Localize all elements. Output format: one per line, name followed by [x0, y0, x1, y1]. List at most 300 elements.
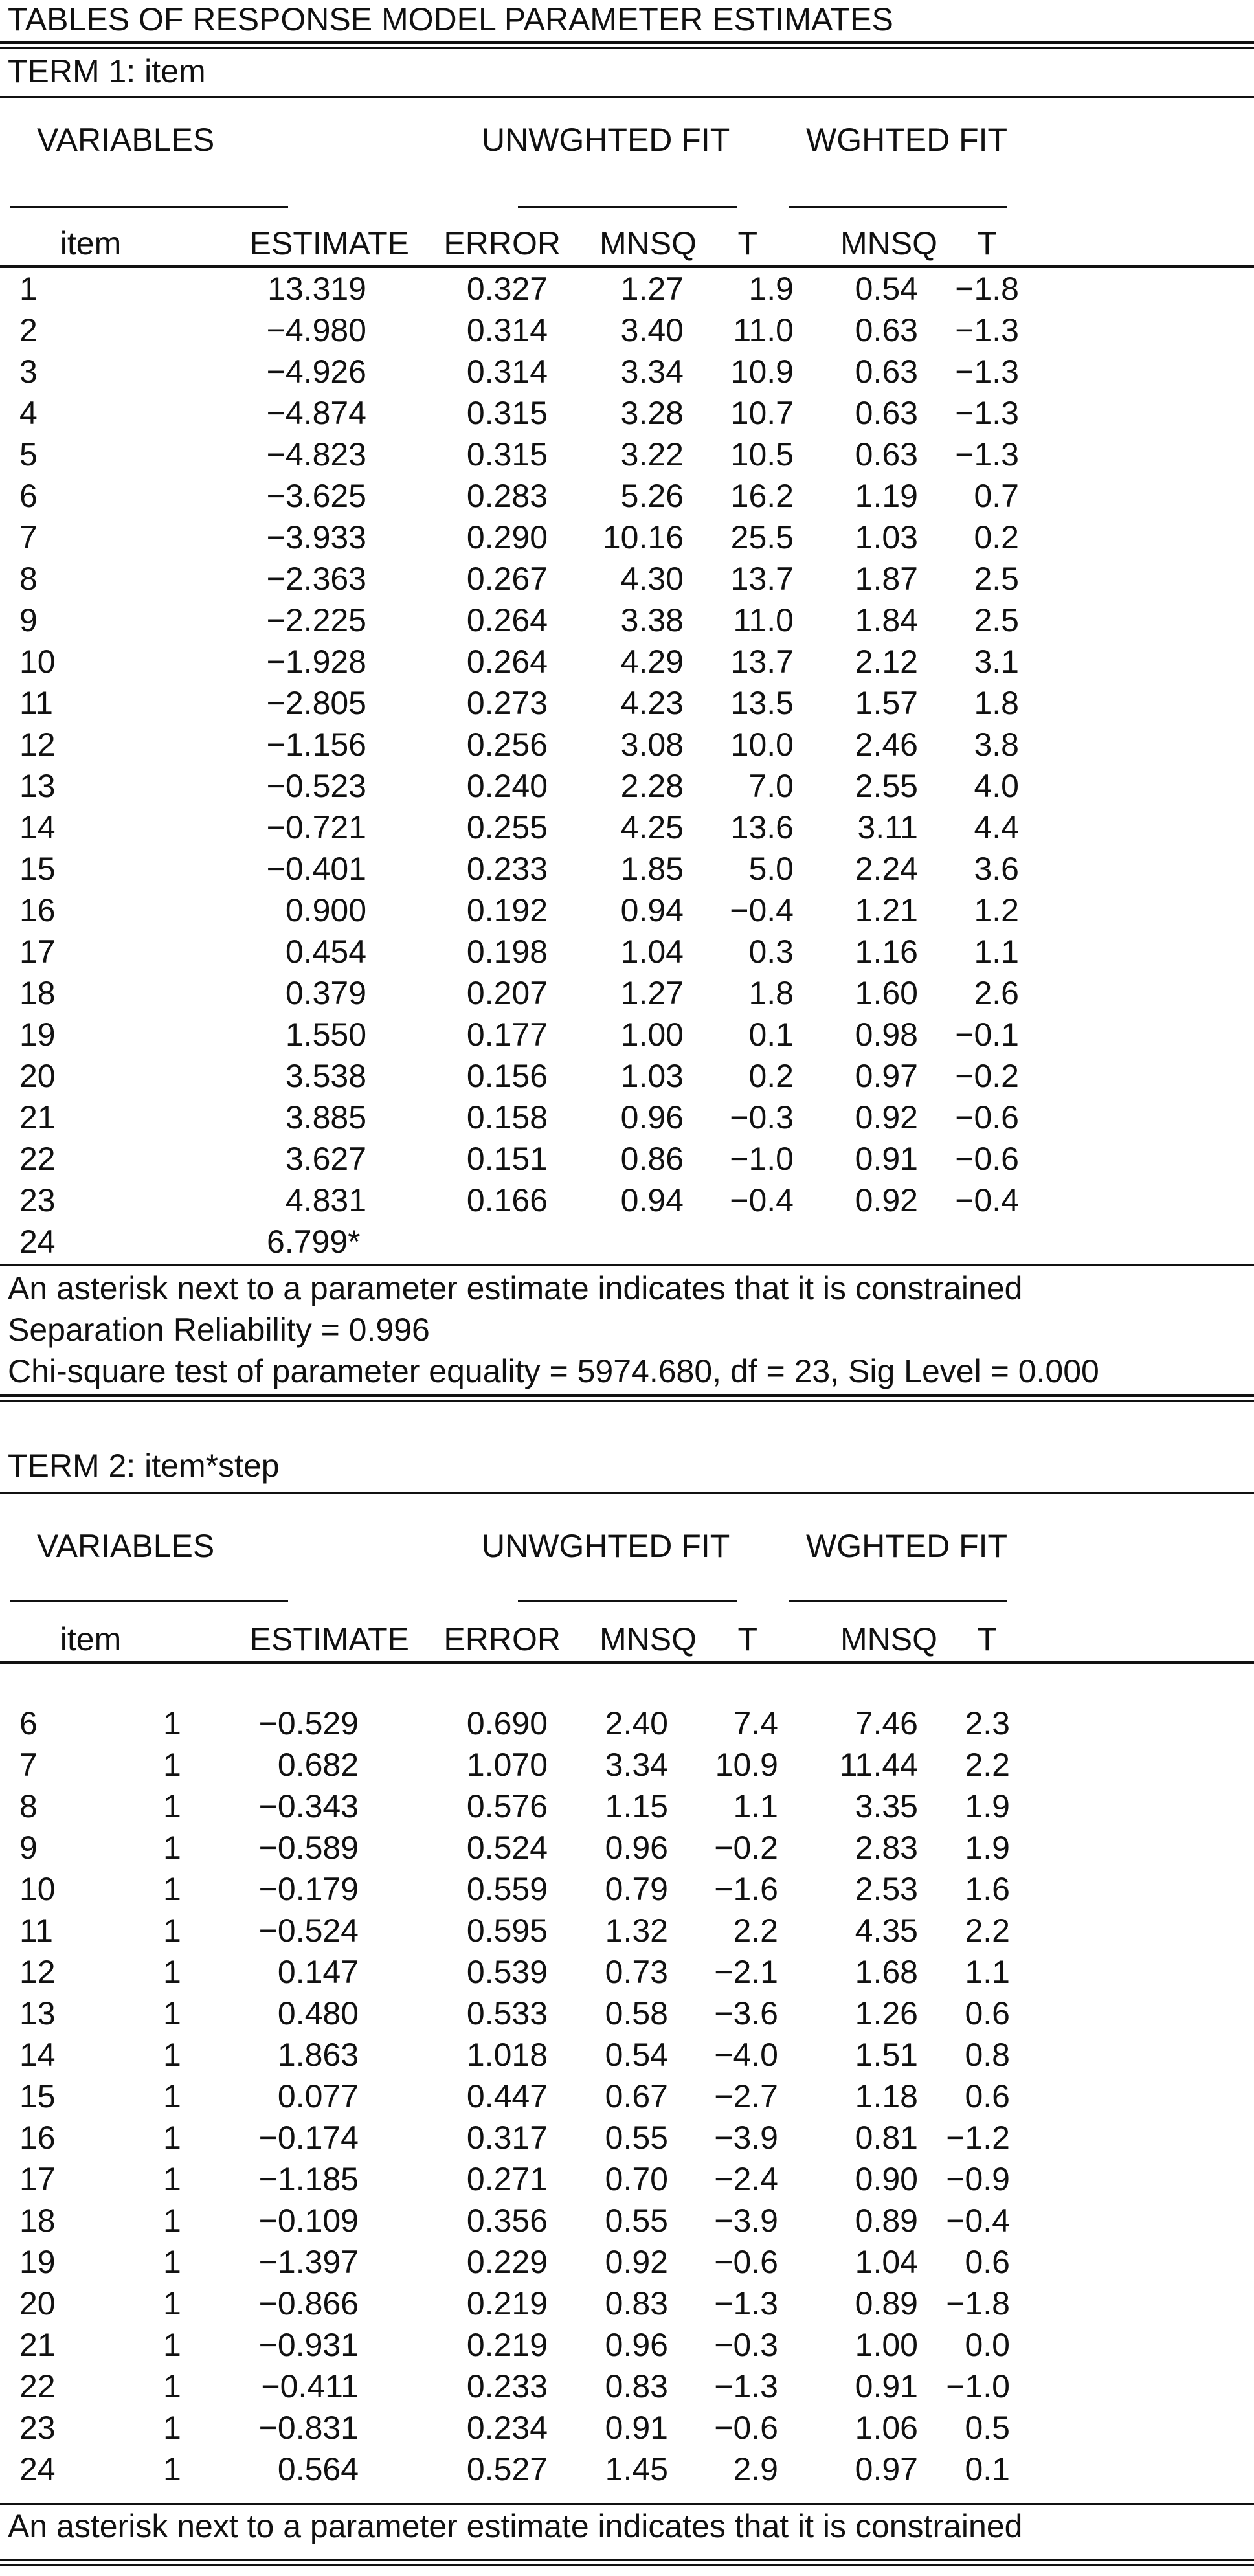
- unweighted-t: −3.9: [714, 2202, 778, 2239]
- estimate: −0.343: [258, 1788, 359, 1824]
- error: 0.447: [466, 2078, 548, 2114]
- item-id: 1: [19, 271, 38, 307]
- weighted-t: −1.3: [955, 436, 1019, 473]
- unweighted-mnsq: 4.30: [620, 561, 684, 597]
- error: 0.595: [466, 1912, 548, 1949]
- estimate: 0.147: [277, 1954, 359, 1990]
- estimate: −0.401: [266, 851, 366, 887]
- unweighted-t: −2.4: [714, 2161, 778, 2197]
- unweighted-t: −0.3: [730, 1099, 794, 1136]
- error: 0.264: [466, 644, 548, 680]
- unweighted-mnsq: 1.15: [605, 1788, 668, 1824]
- item-id: 21: [19, 1099, 56, 1136]
- step: 1: [163, 2202, 181, 2239]
- step: 1: [163, 2078, 181, 2114]
- term1-asterisk-note: An asterisk next to a parameter estimate indicates that it is constrained: [8, 1270, 1023, 1306]
- weighted-mnsq: 0.63: [855, 312, 918, 348]
- unweighted-t: 1.9: [748, 271, 794, 307]
- term1-col-error: ERROR: [443, 225, 561, 262]
- item-id: 18: [19, 975, 56, 1011]
- weighted-mnsq: 0.97: [855, 2451, 918, 2487]
- step: 1: [163, 2451, 181, 2487]
- estimate: 1.550: [285, 1016, 366, 1053]
- unweighted-t: −1.3: [714, 2285, 778, 2322]
- weighted-mnsq: 1.68: [855, 1954, 918, 1990]
- item-id: 5: [19, 436, 38, 473]
- step: 1: [163, 2368, 181, 2404]
- term1-body-divider: [0, 1264, 1254, 1266]
- table-row: [0, 1138, 1254, 1180]
- table-row: [0, 2034, 1254, 2076]
- error: 1.018: [466, 2037, 548, 2073]
- weighted-t: 0.5: [965, 2410, 1010, 2446]
- weighted-mnsq: 0.89: [855, 2202, 918, 2239]
- weighted-mnsq: 0.63: [855, 395, 918, 431]
- weighted-mnsq: 1.57: [855, 685, 918, 721]
- weighted-t: 2.5: [974, 561, 1019, 597]
- term1-col-weighted-t: T: [977, 225, 997, 262]
- table-row: [0, 765, 1254, 807]
- estimate: −0.931: [258, 2327, 359, 2363]
- item-id: 10: [19, 1871, 56, 1907]
- table-row: [0, 351, 1254, 392]
- table-row: [0, 1786, 1254, 1827]
- unweighted-mnsq: 3.34: [620, 353, 684, 390]
- item-id: 21: [19, 2327, 56, 2363]
- error: 0.327: [466, 271, 548, 307]
- unweighted-mnsq: 4.29: [620, 644, 684, 680]
- step: 1: [163, 2161, 181, 2197]
- unweighted-t: 11.0: [733, 312, 794, 348]
- unweighted-t: 10.9: [730, 353, 794, 390]
- weighted-t: 1.2: [974, 892, 1019, 928]
- term1-variables-header: VARIABLES: [37, 122, 215, 158]
- estimate: 0.564: [277, 2451, 359, 2487]
- term1-unweighted-fit-header: UNWGHTED FIT: [482, 122, 730, 158]
- error: 0.233: [466, 851, 548, 887]
- weighted-mnsq: 4.35: [855, 1912, 918, 1949]
- weighted-mnsq: 0.63: [855, 353, 918, 390]
- weighted-mnsq: 11.44: [839, 1747, 918, 1783]
- weighted-t: −0.1: [955, 1016, 1019, 1053]
- unweighted-t: 13.7: [730, 644, 794, 680]
- error: 0.315: [466, 395, 548, 431]
- item-id: 24: [19, 2451, 56, 2487]
- unweighted-mnsq: 0.67: [605, 2078, 668, 2114]
- estimate: −2.363: [266, 561, 366, 597]
- table-row: [0, 972, 1254, 1014]
- table-row: [0, 2200, 1254, 2241]
- weighted-mnsq: 1.51: [855, 2037, 918, 2073]
- weighted-t: 3.1: [974, 644, 1019, 680]
- weighted-mnsq: 1.19: [855, 478, 918, 514]
- estimate: −0.831: [258, 2410, 359, 2446]
- term2-col-weighted-mnsq: MNSQ: [840, 1621, 937, 1657]
- weighted-t: 1.1: [965, 1954, 1010, 1990]
- unweighted-mnsq: 0.86: [620, 1141, 684, 1177]
- estimate: −4.823: [266, 436, 366, 473]
- table-row: [0, 2324, 1254, 2366]
- error: 0.356: [466, 2202, 548, 2239]
- error: 0.283: [466, 478, 548, 514]
- weighted-t: −1.3: [955, 353, 1019, 390]
- unweighted-t: 7.4: [733, 1705, 778, 1742]
- weighted-t: 2.2: [965, 1747, 1010, 1783]
- item-id: 3: [19, 353, 38, 390]
- unweighted-mnsq: 5.26: [620, 478, 684, 514]
- term2-table-body: [0, 1703, 1254, 2500]
- error: 0.527: [466, 2451, 548, 2487]
- estimate: −4.926: [266, 353, 366, 390]
- estimate: −0.589: [258, 1830, 359, 1866]
- unweighted-t: −2.1: [714, 1954, 778, 1990]
- term2-variables-header: VARIABLES: [37, 1528, 215, 1564]
- term2-col-t: T: [737, 1621, 757, 1657]
- weighted-t: 1.8: [974, 685, 1019, 721]
- weighted-t: 0.8: [965, 2037, 1010, 2073]
- item-id: 23: [19, 2410, 56, 2446]
- weighted-mnsq: 0.98: [855, 1016, 918, 1053]
- unweighted-mnsq: 0.55: [605, 2202, 668, 2239]
- error: 0.690: [466, 1705, 548, 1742]
- weighted-t: −0.4: [955, 1182, 1019, 1218]
- term2-col-mnsq: MNSQ: [599, 1621, 697, 1657]
- weighted-mnsq: 7.46: [855, 1705, 918, 1742]
- weighted-mnsq: 2.83: [855, 1830, 918, 1866]
- weighted-t: 0.7: [974, 478, 1019, 514]
- estimate: 3.538: [285, 1058, 366, 1094]
- weighted-t: 1.1: [974, 934, 1019, 970]
- weighted-mnsq: 1.06: [855, 2410, 918, 2446]
- estimate: −1.185: [258, 2161, 359, 2197]
- unweighted-t: −1.3: [714, 2368, 778, 2404]
- unweighted-t: 13.6: [730, 809, 794, 846]
- error: 0.559: [466, 1871, 548, 1907]
- weighted-t: 0.0: [965, 2327, 1010, 2363]
- term2-unweighted-fit-header: UNWGHTED FIT: [482, 1528, 730, 1564]
- weighted-t: 1.9: [965, 1788, 1010, 1824]
- weighted-t: 2.3: [965, 1705, 1010, 1742]
- estimate: −4.980: [266, 312, 366, 348]
- error: 0.576: [466, 1788, 548, 1824]
- estimate: 0.379: [285, 975, 366, 1011]
- table-row: [0, 2283, 1254, 2324]
- estimate: −1.156: [266, 726, 366, 763]
- error: 0.240: [466, 768, 548, 804]
- table-row: [0, 1014, 1254, 1055]
- unweighted-mnsq: 0.54: [605, 2037, 668, 2073]
- item-id: 2: [19, 312, 38, 348]
- item-id: 6: [19, 1705, 38, 1742]
- weighted-mnsq: 0.90: [855, 2161, 918, 2197]
- unweighted-t: 11.0: [733, 602, 794, 638]
- estimate: 0.077: [277, 2078, 359, 2114]
- step: 1: [163, 1830, 181, 1866]
- unweighted-mnsq: 1.00: [620, 1016, 684, 1053]
- weighted-t: 4.0: [974, 768, 1019, 804]
- unweighted-mnsq: 0.96: [605, 2327, 668, 2363]
- table-row: [0, 2241, 1254, 2283]
- estimate: 0.682: [277, 1747, 359, 1783]
- table-row: [0, 517, 1254, 558]
- error: 0.264: [466, 602, 548, 638]
- error: 0.166: [466, 1182, 548, 1218]
- unweighted-mnsq: 0.73: [605, 1954, 668, 1990]
- step: 1: [163, 2327, 181, 2363]
- weighted-mnsq: 1.87: [855, 561, 918, 597]
- step: 1: [163, 2285, 181, 2322]
- unweighted-t: 1.1: [733, 1788, 778, 1824]
- table-row: [0, 682, 1254, 724]
- error: 0.233: [466, 2368, 548, 2404]
- term1-label-divider: [0, 96, 1254, 98]
- error: 0.219: [466, 2285, 548, 2322]
- step: 1: [163, 1871, 181, 1907]
- item-id: 14: [19, 2037, 56, 2073]
- unweighted-mnsq: 3.38: [620, 602, 684, 638]
- unweighted-t: −1.6: [714, 1871, 778, 1907]
- term1-col-mnsq: MNSQ: [599, 225, 697, 262]
- error: 0.229: [466, 2244, 548, 2280]
- unweighted-mnsq: 0.96: [605, 1830, 668, 1866]
- weighted-t: −0.2: [955, 1058, 1019, 1094]
- unweighted-t: 2.2: [733, 1912, 778, 1949]
- term2-label: TERM 2: item*step: [8, 1448, 280, 1484]
- estimate: 13.319: [267, 271, 366, 307]
- term1-col-t: T: [737, 225, 757, 262]
- unweighted-mnsq: 0.55: [605, 2120, 668, 2156]
- error: 0.158: [466, 1099, 548, 1136]
- weighted-t: 3.6: [974, 851, 1019, 887]
- error: 0.290: [466, 519, 548, 555]
- weighted-t: −0.6: [955, 1141, 1019, 1177]
- term2-col-item: item: [60, 1621, 122, 1657]
- error: 0.273: [466, 685, 548, 721]
- table-row: [0, 1744, 1254, 1786]
- error: 0.317: [466, 2120, 548, 2156]
- title-divider: [0, 41, 1254, 49]
- table-row: [0, 1910, 1254, 1951]
- item-id: 7: [19, 519, 38, 555]
- weighted-mnsq: 1.16: [855, 934, 918, 970]
- weighted-t: 1.6: [965, 1871, 1010, 1907]
- weighted-mnsq: 0.92: [855, 1099, 918, 1136]
- unweighted-t: 1.8: [748, 975, 794, 1011]
- term2-variables-underline: [10, 1600, 288, 1602]
- weighted-t: 0.2: [974, 519, 1019, 555]
- item-id: 24: [19, 1224, 56, 1260]
- estimate: 1.863: [277, 2037, 359, 2073]
- item-id: 13: [19, 1995, 56, 2032]
- step: 1: [163, 1954, 181, 1990]
- term1-col-item: item: [60, 225, 122, 262]
- table-row: [0, 309, 1254, 351]
- unweighted-mnsq: 2.28: [620, 768, 684, 804]
- item-id: 16: [19, 892, 56, 928]
- term1-col-weighted-mnsq: MNSQ: [840, 225, 937, 262]
- unweighted-mnsq: 0.91: [605, 2410, 668, 2446]
- item-id: 12: [19, 726, 56, 763]
- item-id: 17: [19, 2161, 56, 2197]
- item-id: 22: [19, 1141, 56, 1177]
- error: 0.151: [466, 1141, 548, 1177]
- unweighted-mnsq: 3.28: [620, 395, 684, 431]
- table-row: [0, 2076, 1254, 2117]
- weighted-mnsq: 0.92: [855, 1182, 918, 1218]
- term2-weighted-underline: [789, 1600, 1007, 1602]
- estimate: −0.411: [261, 2368, 359, 2404]
- table-row: [0, 1703, 1254, 1744]
- weighted-t: −0.4: [946, 2202, 1010, 2239]
- page-title: TABLES OF RESPONSE MODEL PARAMETER ESTIMATES: [8, 1, 893, 38]
- step: 1: [163, 1705, 181, 1742]
- table-row: [0, 392, 1254, 434]
- weighted-mnsq: 0.81: [855, 2120, 918, 2156]
- unweighted-mnsq: 0.92: [605, 2244, 668, 2280]
- error: 0.192: [466, 892, 548, 928]
- table-row: [0, 807, 1254, 848]
- estimate: 3.627: [285, 1141, 366, 1177]
- weighted-mnsq: 3.35: [855, 1788, 918, 1824]
- term1-unweighted-underline: [518, 206, 737, 208]
- term1-end-divider: [0, 1394, 1254, 1402]
- weighted-mnsq: 1.60: [855, 975, 918, 1011]
- unweighted-t: 10.5: [730, 436, 794, 473]
- weighted-t: 0.6: [965, 2078, 1010, 2114]
- item-id: 10: [19, 644, 56, 680]
- weighted-mnsq: 1.00: [855, 2327, 918, 2363]
- estimate: −0.174: [258, 2120, 359, 2156]
- unweighted-t: 7.0: [748, 768, 794, 804]
- weighted-mnsq: 0.91: [855, 1141, 918, 1177]
- unweighted-mnsq: 2.40: [605, 1705, 668, 1742]
- table-row: [0, 1097, 1254, 1138]
- estimate: 4.831: [285, 1182, 366, 1218]
- estimate: 0.480: [277, 1995, 359, 2032]
- unweighted-t: −0.3: [714, 2327, 778, 2363]
- unweighted-t: 25.5: [730, 519, 794, 555]
- error: 0.156: [466, 1058, 548, 1094]
- error: 0.255: [466, 809, 548, 846]
- term1-column-header-row: [0, 223, 1254, 264]
- unweighted-mnsq: 3.08: [620, 726, 684, 763]
- unweighted-mnsq: 0.96: [620, 1099, 684, 1136]
- error: 0.219: [466, 2327, 548, 2363]
- weighted-mnsq: 1.03: [855, 519, 918, 555]
- table-row: [0, 2448, 1254, 2490]
- table-row: [0, 641, 1254, 682]
- item-id: 8: [19, 1788, 38, 1824]
- estimate: −0.523: [266, 768, 366, 804]
- item-id: 20: [19, 2285, 56, 2322]
- unweighted-t: 10.7: [730, 395, 794, 431]
- error: 0.177: [466, 1016, 548, 1053]
- item-id: 4: [19, 395, 38, 431]
- weighted-t: −1.3: [955, 312, 1019, 348]
- weighted-mnsq: 2.46: [855, 726, 918, 763]
- unweighted-mnsq: 1.85: [620, 851, 684, 887]
- step: 1: [163, 1995, 181, 2032]
- estimate: −0.524: [258, 1912, 359, 1949]
- weighted-mnsq: 3.11: [857, 809, 918, 846]
- unweighted-t: −1.0: [730, 1141, 794, 1177]
- item-id: 12: [19, 1954, 56, 1990]
- estimate: −3.933: [266, 519, 366, 555]
- term2-body-divider: [0, 2503, 1254, 2505]
- estimate: −0.721: [266, 809, 366, 846]
- step: 1: [163, 2120, 181, 2156]
- item-id: 6: [19, 478, 38, 514]
- weighted-mnsq: 1.84: [855, 602, 918, 638]
- weighted-t: 2.5: [974, 602, 1019, 638]
- item-id: 22: [19, 2368, 56, 2404]
- estimate: −0.109: [258, 2202, 359, 2239]
- term1-weighted-underline: [789, 206, 1007, 208]
- unweighted-t: 2.9: [733, 2451, 778, 2487]
- weighted-t: 0.6: [965, 2244, 1010, 2280]
- weighted-mnsq: 1.21: [855, 892, 918, 928]
- item-id: 14: [19, 809, 56, 846]
- unweighted-mnsq: 1.45: [605, 2451, 668, 2487]
- unweighted-t: 13.5: [730, 685, 794, 721]
- weighted-t: −0.9: [946, 2161, 1010, 2197]
- unweighted-t: −2.7: [714, 2078, 778, 2114]
- weighted-t: 2.6: [974, 975, 1019, 1011]
- weighted-t: 0.6: [965, 1995, 1010, 2032]
- table-row: [0, 434, 1254, 475]
- unweighted-mnsq: 4.23: [620, 685, 684, 721]
- error: 0.256: [466, 726, 548, 763]
- estimate: −0.529: [258, 1705, 359, 1742]
- item-id: 9: [19, 602, 38, 638]
- weighted-t: 2.2: [965, 1912, 1010, 1949]
- table-row: [0, 1951, 1254, 1993]
- unweighted-t: −0.6: [714, 2244, 778, 2280]
- error: 0.234: [466, 2410, 548, 2446]
- table-row: [0, 599, 1254, 641]
- item-id: 11: [19, 1912, 53, 1949]
- weighted-t: −1.2: [946, 2120, 1010, 2156]
- table-row: [0, 1993, 1254, 2034]
- term2-asterisk-note: An asterisk next to a parameter estimate indicates that it is constrained: [8, 2508, 1023, 2544]
- step: 1: [163, 1912, 181, 1949]
- item-id: 19: [19, 2244, 56, 2280]
- error: 0.267: [466, 561, 548, 597]
- unweighted-t: 16.2: [730, 478, 794, 514]
- term1-variables-underline: [10, 206, 288, 208]
- unweighted-mnsq: 0.94: [620, 1182, 684, 1218]
- unweighted-mnsq: 1.27: [620, 271, 684, 307]
- error: 1.070: [466, 1747, 548, 1783]
- weighted-mnsq: 0.63: [855, 436, 918, 473]
- unweighted-t: −3.6: [714, 1995, 778, 2032]
- table-row: [0, 2158, 1254, 2200]
- unweighted-t: −0.4: [730, 892, 794, 928]
- unweighted-mnsq: 3.34: [605, 1747, 668, 1783]
- term1-col-estimate: ESTIMATE: [249, 225, 409, 262]
- term2-col-weighted-t: T: [977, 1621, 997, 1657]
- unweighted-t: 10.9: [715, 1747, 778, 1783]
- table-row: [0, 2407, 1254, 2448]
- step: 1: [163, 2410, 181, 2446]
- term1-chi-square: Chi-square test of parameter equality = 5974.680, df = 23, Sig Level = 0.000: [8, 1353, 1099, 1389]
- table-row: [0, 2366, 1254, 2407]
- table-row: [0, 1868, 1254, 1910]
- error: 0.314: [466, 312, 548, 348]
- unweighted-mnsq: 0.70: [605, 2161, 668, 2197]
- unweighted-mnsq: 3.40: [620, 312, 684, 348]
- term2-col-estimate: ESTIMATE: [249, 1621, 409, 1657]
